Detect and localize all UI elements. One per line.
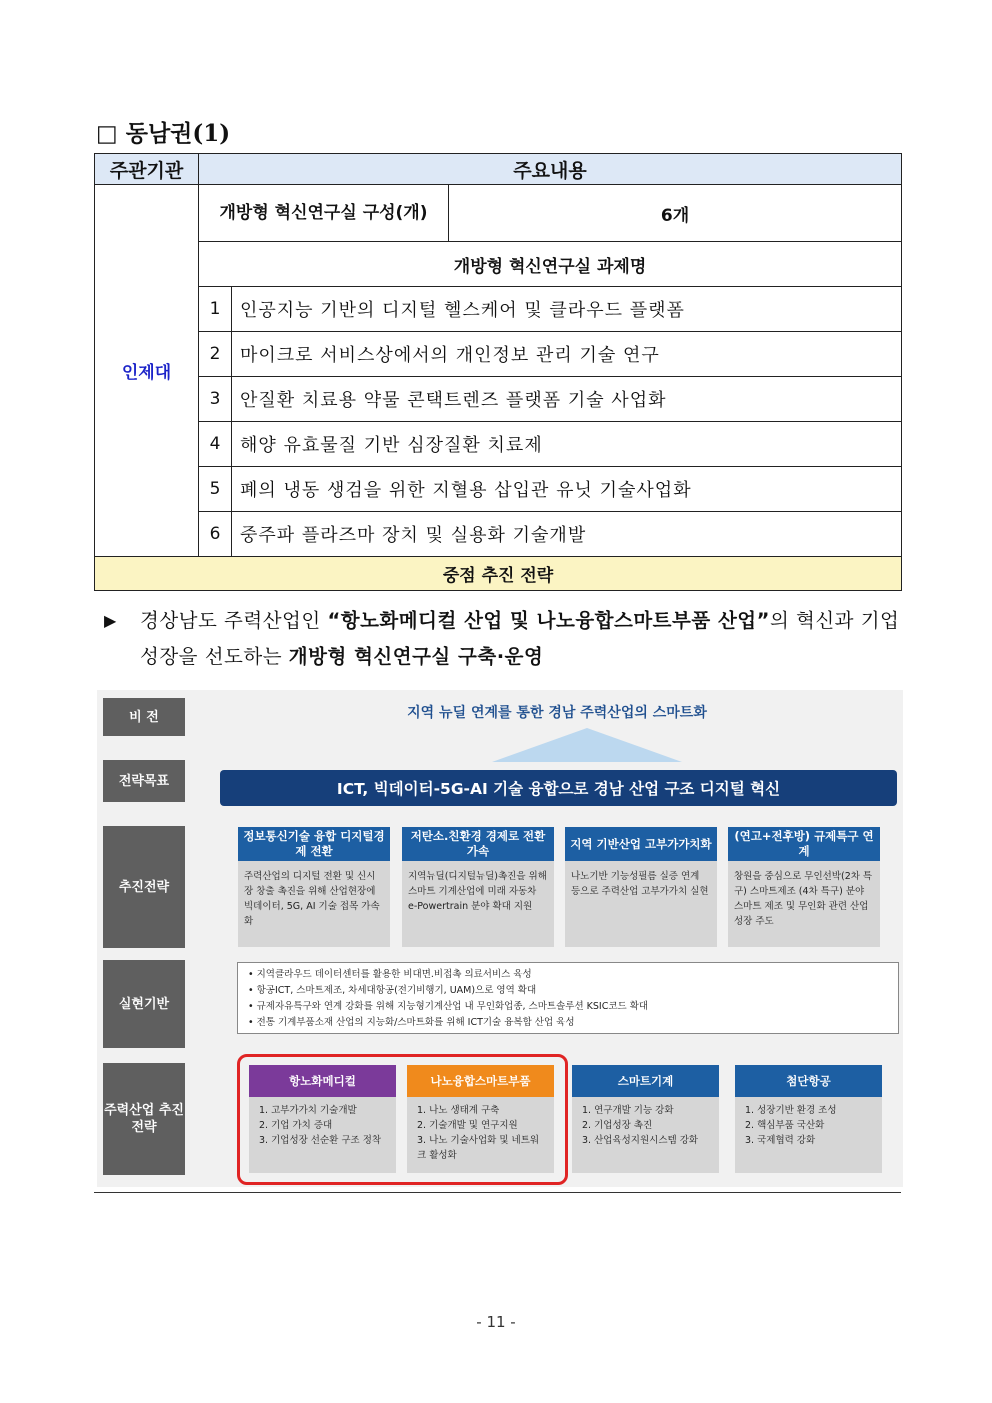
- industry-item: 2. 핵심부품 국산화: [745, 1120, 825, 1131]
- industry-item: 3. 산업육성지원시스템 강화: [582, 1135, 699, 1146]
- row-title: 안질환 치료용 약물 콘택트렌즈 플랫폼 기술 사업화: [232, 377, 902, 422]
- row-title: 인공지능 기반의 디지털 헬스케어 및 클라우드 플랫폼: [232, 287, 902, 332]
- row-number: 1: [199, 287, 232, 332]
- basis-box: [237, 962, 899, 1034]
- count-label: 개방형 혁신연구실 구성(개): [199, 185, 449, 242]
- label-goal: 전략목표: [103, 760, 185, 802]
- table-row: [95, 377, 902, 422]
- industry-card-title: 항노화메디컬: [249, 1065, 396, 1097]
- industry-card-title: 나노융합스마트부품: [407, 1065, 554, 1097]
- bullet-text-1: 경상남도 주력산업인: [140, 609, 328, 632]
- basis-item: • 지역클라우드 데이터센터를 활용한 비대면.비접촉 의료서비스 육성: [248, 969, 532, 980]
- row-number: 6: [199, 512, 232, 557]
- vision-text: 지역 뉴딜 연계를 통한 경남 주력산업의 스마트화: [407, 705, 707, 721]
- strategy-card: [728, 827, 880, 947]
- header-org: 주관기관: [95, 154, 199, 185]
- row-number: 3: [199, 377, 232, 422]
- industry-item: 3. 나노 기술사업화 및 네트워크 활성화: [417, 1135, 540, 1161]
- industry-item: 2. 기업성장 촉진: [582, 1120, 653, 1131]
- label-strategy: 추진전략: [103, 826, 185, 948]
- focus-highlight-box: [237, 1054, 568, 1185]
- table-row: [95, 467, 902, 512]
- titles-header: 개방형 혁신연구실 과제명: [199, 242, 902, 287]
- industry-item: 1. 성장기반 환경 조성: [745, 1105, 837, 1116]
- industry-card: [572, 1065, 719, 1173]
- row-number: 5: [199, 467, 232, 512]
- strategy-card-title: 저탄소.친환경 경제로 전환 가속: [402, 827, 554, 861]
- strategy-card-body: 주력산업의 디지털 전환 및 신시장 창출 촉진을 위해 산업현장에 빅데이터, 5G, AI 기술 접목 가속화: [244, 871, 380, 927]
- label-vision: 비 전: [103, 698, 185, 736]
- bullet-text-2: 의 혁신과 기업성장을 선도하는: [140, 609, 900, 668]
- bullet-bold-2: 개방형 혁신연구실 구축·운영: [288, 645, 544, 668]
- industry-item: 3. 국제협력 강화: [745, 1135, 816, 1146]
- goal-banner: ICT, 빅데이터-5G-AI 기술 융합으로 경남 산업 구조 디지털 혁신: [220, 770, 897, 806]
- row-title: 마이크로 서비스상에서의 개인정보 관리 기술 연구: [232, 332, 902, 377]
- industry-item: 1. 고부가가치 기술개발: [259, 1105, 357, 1116]
- row-title: 중주파 플라즈마 장치 및 실용화 기술개발: [232, 512, 902, 557]
- table-row: [95, 422, 902, 467]
- label-industry: 주력산업 추진전략: [103, 1063, 185, 1175]
- strategy-card-body: 지역뉴딜(디지털뉴딜)촉진을 위해 스마트 기계산업에 미래 자동차 e-Powertrain 분야 확대 지원: [408, 871, 547, 912]
- industry-card-title: 스마트기계: [572, 1065, 719, 1097]
- strategy-card-title: 지역 기반산업 고부가가치화: [565, 827, 717, 861]
- strategy-card-title: (연고+전후방) 규제특구 연계: [728, 827, 880, 861]
- industry-card-title: 첨단항공: [735, 1065, 882, 1097]
- industry-item: 3. 기업성장 선순환 구조 정착: [259, 1135, 382, 1146]
- org-name: 인제대: [95, 185, 199, 557]
- table-row: [95, 287, 902, 332]
- page-number: - 11 -: [476, 1313, 516, 1331]
- strategy-card-body: 나노기반 기능성필름 실증 연계 등으로 주력산업 고부가가치 실현: [571, 871, 709, 897]
- bullet-arrow-icon: ▶: [104, 611, 117, 630]
- industry-item: 2. 기술개발 및 연구지원: [417, 1120, 518, 1131]
- divider: [94, 1192, 901, 1193]
- table-row: [95, 512, 902, 557]
- strategy-header: 중점 추진 전략: [95, 557, 902, 591]
- strategy-card-body: 창원을 중심으로 무인선박(2차 특구) 스마트제조 (4차 특구) 분야 스마트 제조 및 무인화 관련 산업 성장 주도: [734, 871, 873, 927]
- project-table: [94, 153, 902, 591]
- industry-item: 1. 나노 생태계 구축: [417, 1105, 500, 1116]
- industry-card: [735, 1065, 882, 1173]
- strategy-card: [238, 827, 390, 947]
- strategy-card: [402, 827, 554, 947]
- row-number: 4: [199, 422, 232, 467]
- row-title: 해양 유효물질 기반 심장질환 치료제: [232, 422, 902, 467]
- strategy-bullet: [104, 603, 904, 675]
- up-arrow-icon: [492, 728, 682, 762]
- row-number: 2: [199, 332, 232, 377]
- industry-item: 1. 연구개발 기능 강화: [582, 1105, 674, 1116]
- row-title: 폐의 냉동 생검을 위한 지혈용 삽입관 유닛 기술사업화: [232, 467, 902, 512]
- label-basis: 실현기반: [103, 960, 185, 1048]
- strategy-card-title: 정보통신기술 융합 디지털경제 전환: [238, 827, 390, 861]
- basis-item: • 규제자유특구와 연계 강화를 위해 지능형기계산업 내 무인화업종, 스마트솔루션 KSIC코드 확대: [248, 1001, 649, 1012]
- header-content: 주요내용: [199, 154, 902, 185]
- bullet-bold-1: “항노화메디컬 산업 및 나노융합스마트부품 산업”: [327, 609, 770, 632]
- section-title: □ 동남권(1): [96, 120, 231, 147]
- count-value: 6개: [449, 185, 902, 242]
- strategy-card: [565, 827, 717, 947]
- industry-item: 2. 기업 가치 증대: [259, 1120, 333, 1131]
- table-row: [95, 332, 902, 377]
- basis-item: • 전통 기계부품소재 산업의 지능화/스마트화를 위해 ICT기술 융복합 산업 육성: [248, 1017, 575, 1028]
- strategy-diagram: [97, 690, 903, 1187]
- basis-item: • 항공ICT, 스마트제조, 차세대항공(전기비행기, UAM)으로 영역 확대: [248, 985, 537, 996]
